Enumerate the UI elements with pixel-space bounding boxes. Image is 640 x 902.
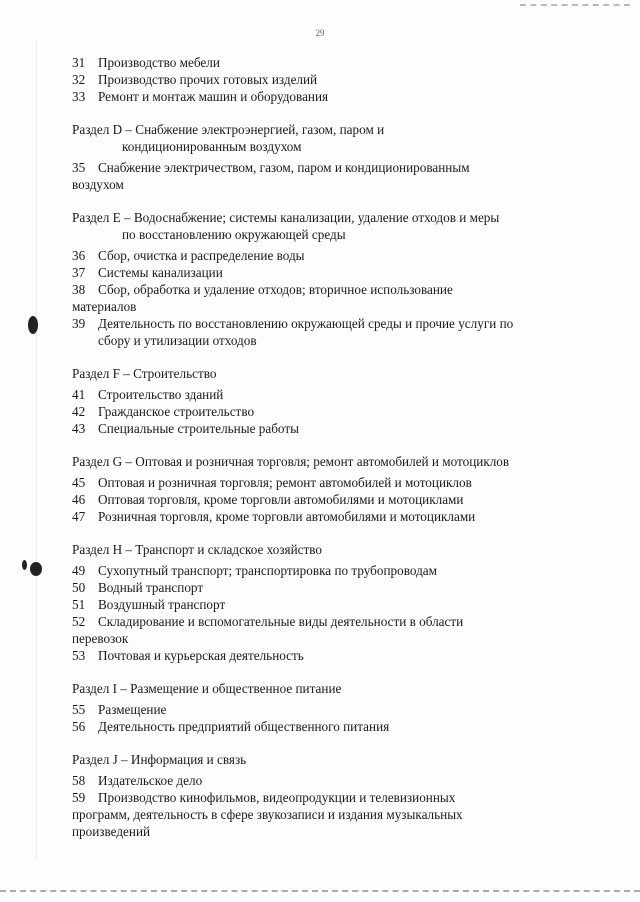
item-code: 52: [72, 614, 86, 629]
item-label-continuation: сбору и утилизации отходов: [98, 333, 257, 348]
item-code: 47: [72, 509, 86, 524]
item-code: 59: [72, 790, 86, 805]
classifier-list: [72, 54, 572, 856]
item-label: Ремонт и монтаж машин и оборудования: [98, 89, 329, 104]
section-heading: [72, 541, 572, 558]
item-code: 56: [72, 719, 86, 734]
item-code: 43: [72, 421, 86, 436]
item-label-continuation: материалов: [72, 299, 137, 314]
item-code: 45: [72, 475, 86, 490]
punch-hole-mark: [30, 562, 42, 576]
section-heading-line: Раздел D – Снабжение электроэнергией, газом, паром и: [72, 122, 385, 137]
section-block: [72, 453, 572, 525]
list-item: [72, 579, 572, 596]
section-heading-line: Раздел J – Информация и связь: [72, 752, 247, 767]
section-heading: [72, 209, 572, 243]
item-label: Оптовая и розничная торговля; ремонт автомобилей и мотоциклов: [98, 475, 472, 490]
item-code: 33: [72, 89, 86, 104]
item-label: Снабжение электричеством, газом, паром и кондиционированным: [98, 160, 470, 175]
item-code: 42: [72, 404, 86, 419]
item-code: 46: [72, 492, 86, 507]
section-heading: [72, 751, 572, 768]
section-block: [72, 209, 572, 349]
list-item: [72, 54, 572, 71]
item-label-continuation: перевозок: [72, 631, 129, 646]
item-label: Системы канализации: [98, 265, 223, 280]
list-item: [72, 701, 572, 718]
item-label: Производство кинофильмов, видеопродукции и телевизионных: [98, 790, 456, 805]
section-heading: [72, 453, 572, 470]
item-label: Деятельность предприятий общественного питания: [98, 719, 390, 734]
section-heading-line: Раздел H – Транспорт и складское хозяйство: [72, 542, 322, 557]
section-heading-line: Раздел E – Водоснабжение; системы канализации, удаление отходов и меры: [72, 210, 500, 225]
list-item: [72, 281, 572, 315]
list-item: [72, 264, 572, 281]
list-item: [72, 718, 572, 735]
item-label: Сухопутный транспорт; транспортировка по трубопроводам: [98, 563, 437, 578]
section-heading: [72, 121, 572, 155]
list-item: [72, 647, 572, 664]
scan-edge-mark: [520, 4, 630, 6]
section-block: [72, 680, 572, 735]
item-label: Сбор, обработка и удаление отходов; вторичное использование: [98, 282, 453, 297]
list-item: [72, 247, 572, 264]
section-block: [72, 54, 572, 105]
item-label: Деятельность по восстановлению окружающей среды и прочие услуги по: [98, 316, 514, 331]
list-item: [72, 508, 572, 525]
item-label: Гражданское строительство: [98, 404, 255, 419]
section-block: [72, 121, 572, 193]
page-number: 29: [315, 28, 325, 38]
item-label: Воздушный транспорт: [98, 597, 226, 612]
list-item: [72, 315, 572, 349]
list-item: [72, 596, 572, 613]
item-code: 38: [72, 282, 86, 297]
section-heading-line: Раздел G – Оптовая и розничная торговля; ремонт автомобилей и мотоциклов: [72, 454, 510, 469]
item-label-continuation: произведений: [72, 824, 151, 839]
list-item: [72, 772, 572, 789]
item-label-continuation: воздухом: [72, 177, 124, 192]
list-item: [72, 613, 572, 647]
item-code: 39: [72, 316, 86, 331]
item-label: Размещение: [98, 702, 167, 717]
scan-bottom-edge: [0, 890, 640, 892]
item-label: Издательское дело: [98, 773, 203, 788]
list-item: [72, 562, 572, 579]
item-label: Розничная торговля, кроме торговли автомобилями и мотоциклами: [98, 509, 476, 524]
item-label-continuation: программ, деятельность в сфере звукозаписи и издания музыкальных: [72, 807, 463, 822]
item-label: Производство прочих готовых изделий: [98, 72, 318, 87]
list-item: [72, 491, 572, 508]
item-code: 32: [72, 72, 86, 87]
item-label: Специальные строительные работы: [98, 421, 299, 436]
list-item: [72, 386, 572, 403]
scan-edge-line: [36, 40, 37, 860]
section-heading-line: Раздел F – Строительство: [72, 366, 217, 381]
item-label: Почтовая и курьерская деятельность: [98, 648, 304, 663]
item-code: 31: [72, 55, 86, 70]
item-label: Производство мебели: [98, 55, 220, 70]
section-heading: [72, 365, 572, 382]
item-code: 50: [72, 580, 86, 595]
list-item: [72, 420, 572, 437]
item-code: 53: [72, 648, 86, 663]
item-code: 58: [72, 773, 86, 788]
section-heading-continuation: кондиционированным воздухом: [122, 139, 302, 154]
list-item: [72, 474, 572, 491]
item-label: Оптовая торговля, кроме торговли автомобилями и мотоциклами: [98, 492, 464, 507]
section-heading-continuation: по восстановлению окружающей среды: [122, 227, 346, 242]
section-heading: [72, 680, 572, 697]
section-heading-line: Раздел I – Размещение и общественное питание: [72, 681, 342, 696]
item-label: Строительство зданий: [98, 387, 224, 402]
item-code: 55: [72, 702, 86, 717]
punch-hole-mark: [22, 560, 27, 570]
item-code: 49: [72, 563, 86, 578]
item-label: Водный транспорт: [98, 580, 204, 595]
item-code: 41: [72, 387, 86, 402]
list-item: [72, 159, 572, 193]
item-code: 36: [72, 248, 86, 263]
section-block: [72, 541, 572, 664]
punch-hole-mark: [28, 316, 38, 334]
list-item: [72, 789, 572, 840]
item-code: 51: [72, 597, 86, 612]
section-block: [72, 365, 572, 437]
list-item: [72, 403, 572, 420]
item-label: Складирование и вспомогательные виды деятельности в области: [98, 614, 464, 629]
item-code: 35: [72, 160, 86, 175]
item-code: 37: [72, 265, 86, 280]
list-item: [72, 71, 572, 88]
item-label: Сбор, очистка и распределение воды: [98, 248, 305, 263]
section-block: [72, 751, 572, 840]
list-item: [72, 88, 572, 105]
